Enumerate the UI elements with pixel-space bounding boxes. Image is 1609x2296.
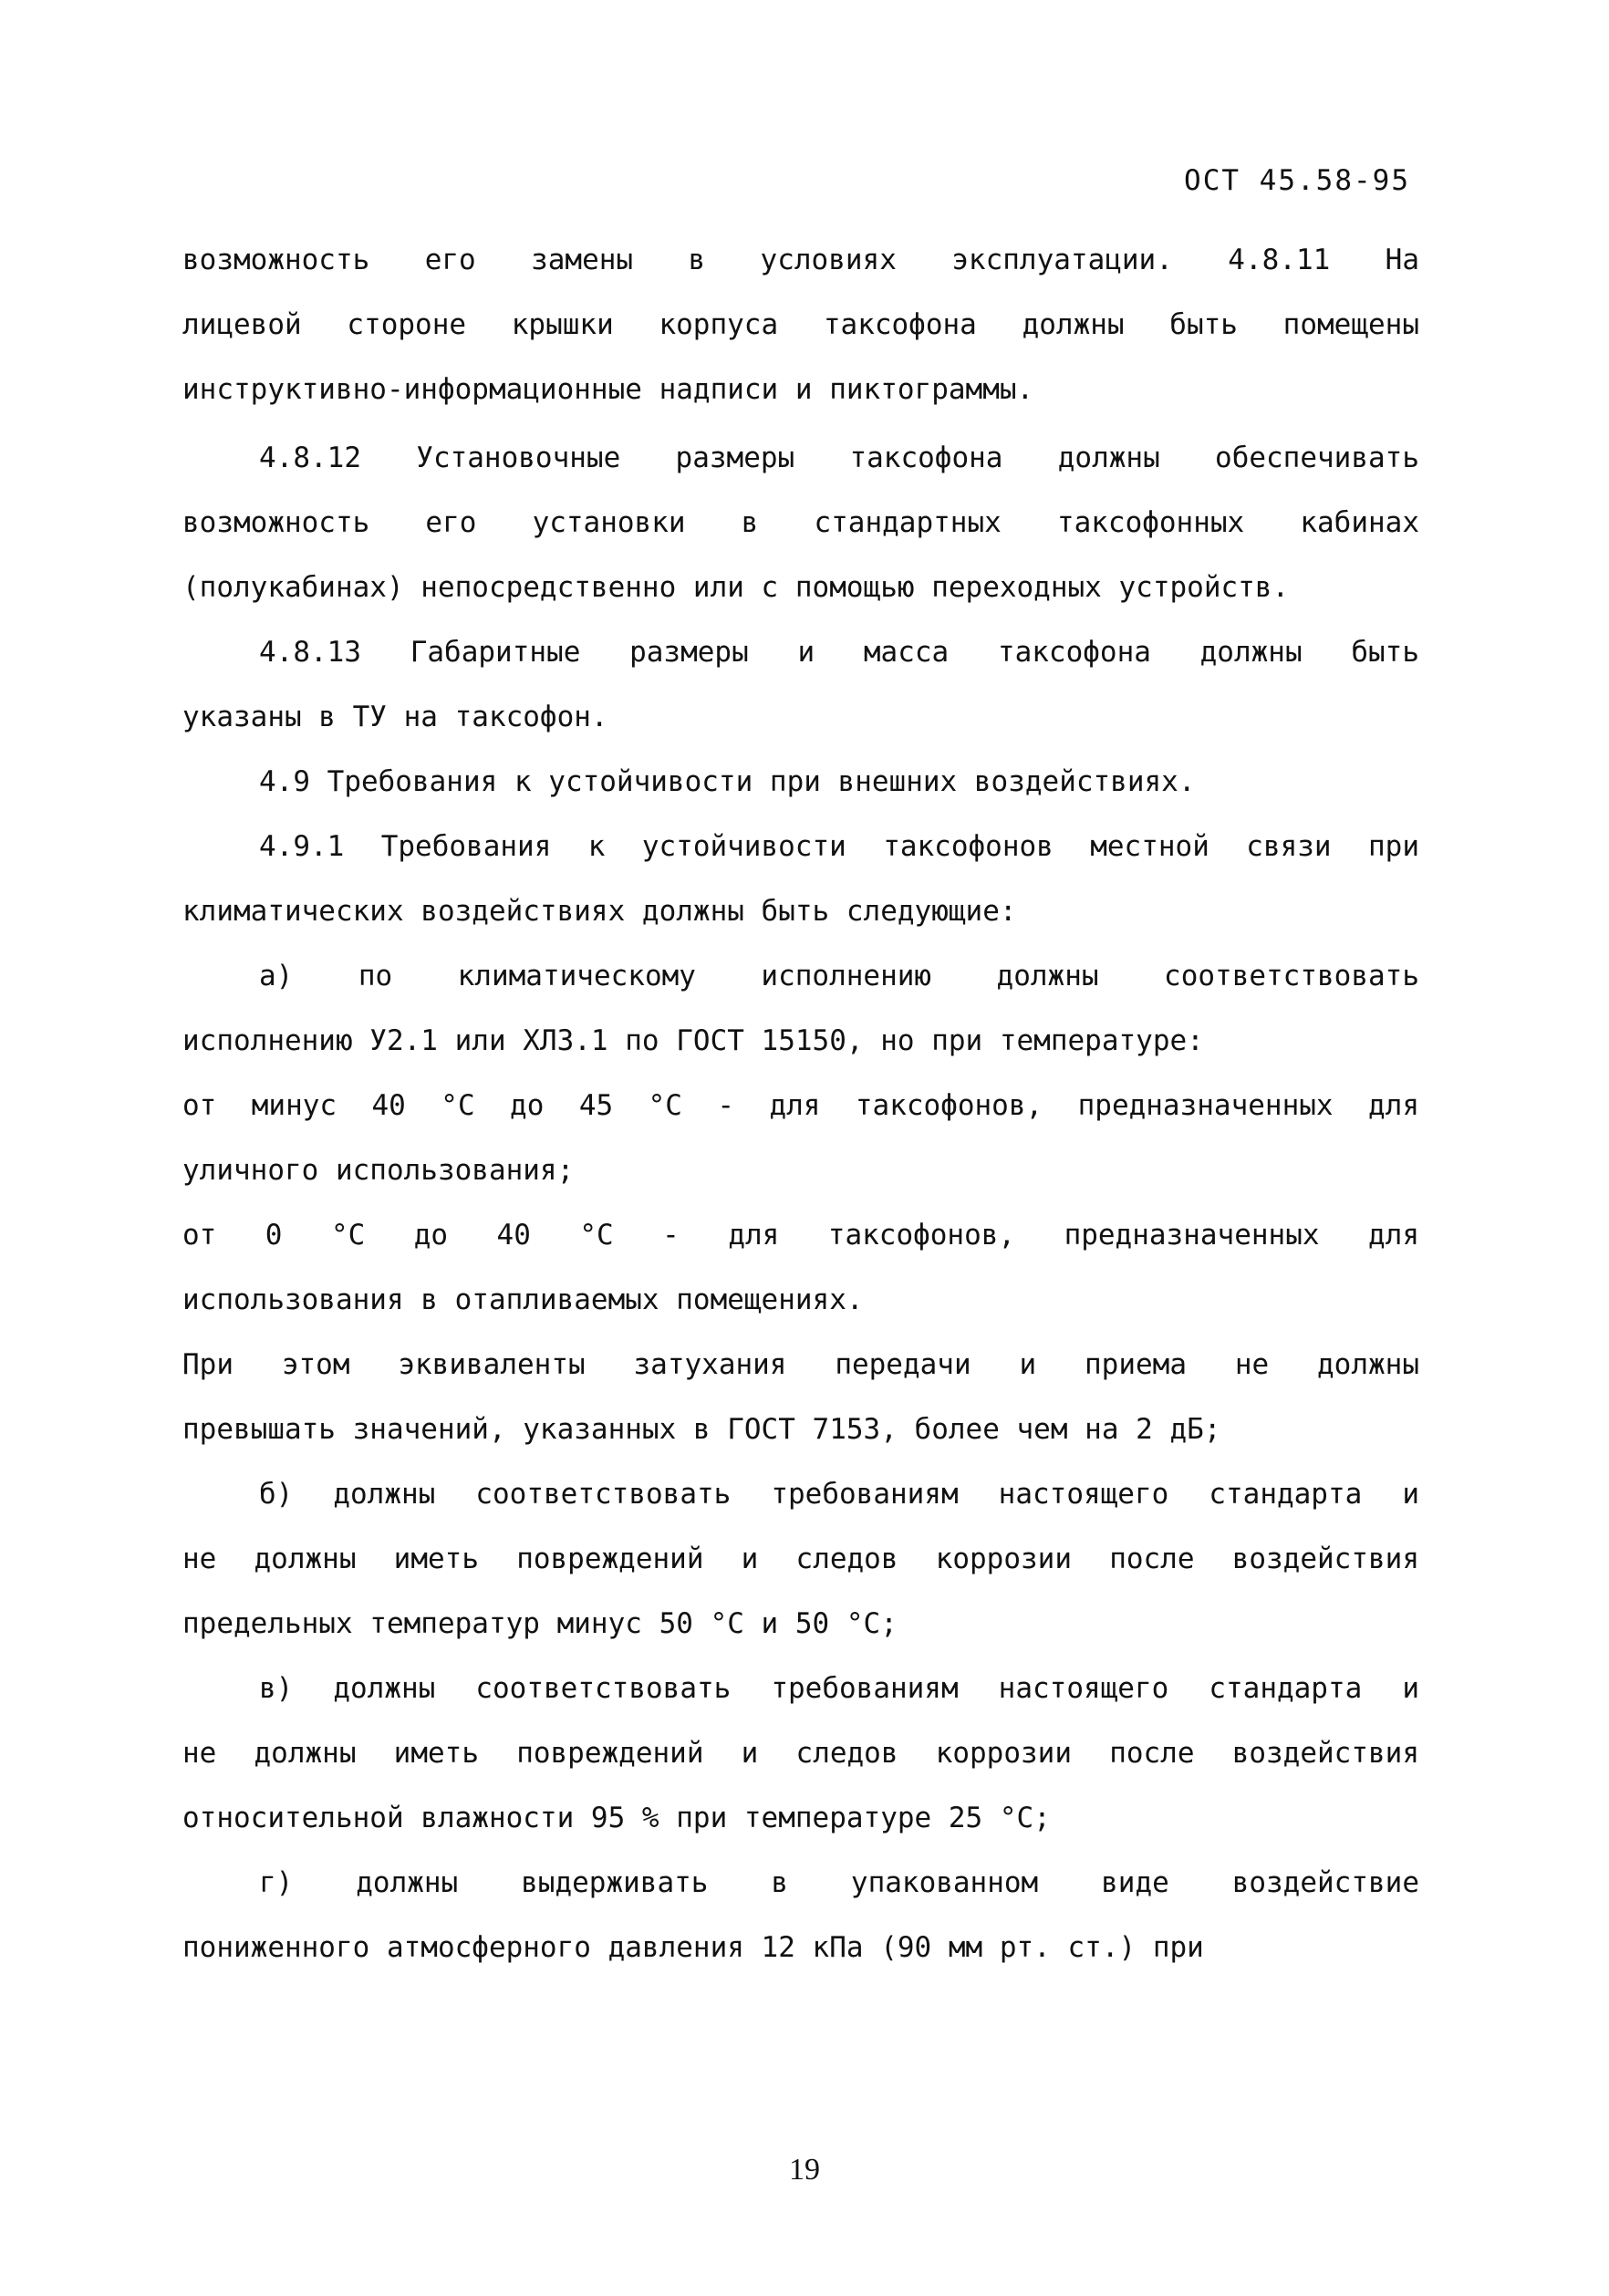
text-line: 4.8.13 Габаритные размеры и масса таксофона должны быть xyxy=(259,636,1419,669)
text-line: уличного использования; xyxy=(182,1154,575,1187)
text-line: инструктивно-информационные надписи и пиктограммы. xyxy=(182,373,1034,406)
text-line: исполнению У2.1 или ХЛ3.1 по ГОСТ 15150, но при температуре: xyxy=(182,1024,1204,1057)
text-line: в) должны соответствовать требованиям настоящего стандарта и xyxy=(259,1672,1419,1705)
document-body xyxy=(182,228,1419,1980)
text-line: от минус 40 °С до 45 °С - для таксофонов, предназначенных для xyxy=(182,1089,1419,1122)
text-line: не должны иметь повреждений и следов коррозии после воздействия xyxy=(182,1737,1419,1770)
text-line: б) должны соответствовать требованиям настоящего стандарта и xyxy=(259,1478,1419,1511)
text-line: 4.9 Требования к устойчивости при внешних воздействиях. xyxy=(259,765,1196,798)
text-line: не должны иметь повреждений и следов коррозии после воздействия xyxy=(182,1543,1419,1575)
text-line: 4.9.1 Требования к устойчивости таксофонов местной связи при xyxy=(259,830,1419,863)
text-line: использования в отапливаемых помещениях. xyxy=(182,1283,864,1316)
document-code: ОСТ 45.58-95 xyxy=(1184,164,1410,197)
text-line: а) по климатическому исполнению должны соответствовать xyxy=(259,960,1419,992)
text-line: относительной влажности 95 % при температуре 25 °С; xyxy=(182,1802,1051,1834)
text-line: лицевой стороне крышки корпуса таксофона должны быть помещены xyxy=(182,308,1419,341)
text-line: предельных температур минус 50 °С и 50 °С; xyxy=(182,1607,898,1640)
text-line: указаны в ТУ на таксофон. xyxy=(182,701,608,733)
page-number: 19 xyxy=(789,2153,820,2187)
text-line: пониженного атмосферного давления 12 кПа (90 мм рт. ст.) при xyxy=(182,1931,1204,1964)
text-line: от 0 °С до 40 °С - для таксофонов, предназначенных для xyxy=(182,1219,1419,1252)
text-line: превышать значений, указанных в ГОСТ 7153, более чем на 2 дБ; xyxy=(182,1413,1221,1446)
text-line: При этом эквиваленты затухания передачи и приема не должны xyxy=(182,1348,1419,1381)
text-line: возможность его замены в условиях эксплуатации. 4.8.11 На xyxy=(182,244,1419,276)
text-line: возможность его установки в стандартных таксофонных кабинах xyxy=(182,506,1419,539)
text-line: 4.8.12 Установочные размеры таксофона должны обеспечивать xyxy=(259,442,1419,474)
text-line: (полукабинах) непосредственно или с помощью переходных устройств. xyxy=(182,571,1290,604)
text-line: климатических воздействиях должны быть следующие: xyxy=(182,895,1017,928)
text-line: г) должны выдерживать в упакованном виде воздействие xyxy=(259,1866,1419,1899)
